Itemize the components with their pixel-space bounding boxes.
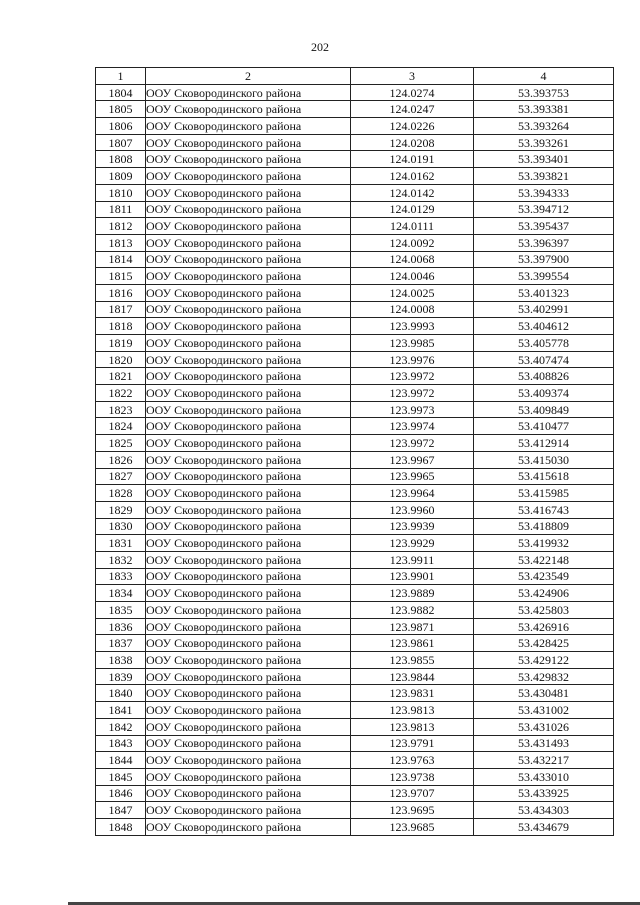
row-number-cell: 1848 <box>96 818 146 835</box>
row-number-cell: 1829 <box>96 501 146 518</box>
latitude-cell: 53.415030 <box>474 451 614 468</box>
organization-cell: ООУ Сковородинского района <box>146 218 351 235</box>
longitude-cell: 124.0129 <box>351 201 474 218</box>
table-row <box>96 401 614 418</box>
row-number-cell: 1810 <box>96 184 146 201</box>
organization-cell: ООУ Сковородинского района <box>146 301 351 318</box>
latitude-cell: 53.432217 <box>474 752 614 769</box>
organization-cell: ООУ Сковородинского района <box>146 101 351 118</box>
row-number-cell: 1846 <box>96 785 146 802</box>
table-row <box>96 318 614 335</box>
organization-cell: ООУ Сковородинского района <box>146 752 351 769</box>
longitude-cell: 123.9889 <box>351 585 474 602</box>
table-row <box>96 168 614 185</box>
organization-cell: ООУ Сковородинского района <box>146 735 351 752</box>
latitude-cell: 53.393401 <box>474 151 614 168</box>
longitude-cell: 124.0274 <box>351 84 474 101</box>
latitude-cell: 53.408826 <box>474 368 614 385</box>
organization-cell: ООУ Сковородинского района <box>146 351 351 368</box>
page-number: 202 <box>311 40 329 54</box>
organization-cell: ООУ Сковородинского района <box>146 84 351 101</box>
table-row <box>96 802 614 819</box>
organization-cell: ООУ Сковородинского района <box>146 768 351 785</box>
longitude-cell: 124.0008 <box>351 301 474 318</box>
row-number-cell: 1812 <box>96 218 146 235</box>
row-number-cell: 1834 <box>96 585 146 602</box>
table-row <box>96 568 614 585</box>
latitude-cell: 53.394712 <box>474 201 614 218</box>
row-number-cell: 1837 <box>96 635 146 652</box>
table-row <box>96 551 614 568</box>
latitude-cell: 53.407474 <box>474 351 614 368</box>
table-row <box>96 151 614 168</box>
latitude-cell: 53.401323 <box>474 284 614 301</box>
latitude-cell: 53.393381 <box>474 101 614 118</box>
longitude-cell: 124.0162 <box>351 168 474 185</box>
latitude-cell: 53.434303 <box>474 802 614 819</box>
latitude-cell: 53.431002 <box>474 702 614 719</box>
row-number-cell: 1818 <box>96 318 146 335</box>
row-number-cell: 1816 <box>96 284 146 301</box>
organization-cell: ООУ Сковородинского района <box>146 435 351 452</box>
organization-cell: ООУ Сковородинского района <box>146 418 351 435</box>
row-number-cell: 1821 <box>96 368 146 385</box>
table-row <box>96 485 614 502</box>
table-row <box>96 718 614 735</box>
row-number-cell: 1841 <box>96 702 146 719</box>
row-number-cell: 1839 <box>96 668 146 685</box>
latitude-cell: 53.431493 <box>474 735 614 752</box>
longitude-cell: 123.9972 <box>351 385 474 402</box>
organization-cell: ООУ Сковородинского района <box>146 201 351 218</box>
table-row <box>96 268 614 285</box>
longitude-cell: 123.9965 <box>351 468 474 485</box>
table-row <box>96 635 614 652</box>
latitude-cell: 53.404612 <box>474 318 614 335</box>
table-row <box>96 284 614 301</box>
longitude-cell: 123.9911 <box>351 551 474 568</box>
table-row <box>96 602 614 619</box>
organization-cell: ООУ Сковородинского района <box>146 468 351 485</box>
latitude-cell: 53.423549 <box>474 568 614 585</box>
organization-cell: ООУ Сковородинского района <box>146 568 351 585</box>
longitude-cell: 123.9967 <box>351 451 474 468</box>
longitude-cell: 124.0111 <box>351 218 474 235</box>
table-body <box>96 84 614 835</box>
longitude-cell: 123.9707 <box>351 785 474 802</box>
longitude-cell: 123.9974 <box>351 418 474 435</box>
organization-cell: ООУ Сковородинского района <box>146 118 351 135</box>
row-number-cell: 1826 <box>96 451 146 468</box>
table-row <box>96 435 614 452</box>
longitude-cell: 123.9695 <box>351 802 474 819</box>
longitude-cell: 123.9861 <box>351 635 474 652</box>
table-row <box>96 668 614 685</box>
longitude-cell: 123.9882 <box>351 602 474 619</box>
organization-cell: ООУ Сковородинского района <box>146 501 351 518</box>
organization-cell: ООУ Сковородинского района <box>146 585 351 602</box>
organization-cell: ООУ Сковородинского района <box>146 318 351 335</box>
table-row <box>96 301 614 318</box>
organization-cell: ООУ Сковородинского района <box>146 818 351 835</box>
row-number-cell: 1843 <box>96 735 146 752</box>
table-row <box>96 752 614 769</box>
table-row <box>96 685 614 702</box>
longitude-cell: 123.9973 <box>351 401 474 418</box>
organization-cell: ООУ Сковородинского района <box>146 335 351 352</box>
longitude-cell: 123.9985 <box>351 335 474 352</box>
row-number-cell: 1814 <box>96 251 146 268</box>
row-number-cell: 1847 <box>96 802 146 819</box>
organization-cell: ООУ Сковородинского района <box>146 702 351 719</box>
table-row <box>96 201 614 218</box>
organization-cell: ООУ Сковородинского района <box>146 451 351 468</box>
latitude-cell: 53.428425 <box>474 635 614 652</box>
latitude-cell: 53.402991 <box>474 301 614 318</box>
row-number-cell: 1813 <box>96 234 146 251</box>
organization-cell: ООУ Сковородинского района <box>146 635 351 652</box>
longitude-cell: 124.0247 <box>351 101 474 118</box>
longitude-cell: 124.0142 <box>351 184 474 201</box>
longitude-cell: 123.9901 <box>351 568 474 585</box>
table-row <box>96 251 614 268</box>
organization-cell: ООУ Сковородинского района <box>146 535 351 552</box>
longitude-cell: 123.9972 <box>351 368 474 385</box>
longitude-cell: 124.0068 <box>351 251 474 268</box>
organization-cell: ООУ Сковородинского района <box>146 368 351 385</box>
latitude-cell: 53.418809 <box>474 518 614 535</box>
row-number-cell: 1805 <box>96 101 146 118</box>
longitude-cell: 123.9993 <box>351 318 474 335</box>
longitude-cell: 123.9813 <box>351 718 474 735</box>
table-row <box>96 652 614 669</box>
table-row <box>96 585 614 602</box>
organization-cell: ООУ Сковородинского района <box>146 251 351 268</box>
longitude-cell: 124.0092 <box>351 234 474 251</box>
row-number-cell: 1820 <box>96 351 146 368</box>
row-number-cell: 1845 <box>96 768 146 785</box>
row-number-cell: 1831 <box>96 535 146 552</box>
organization-cell: ООУ Сковородинского района <box>146 134 351 151</box>
row-number-cell: 1809 <box>96 168 146 185</box>
table-row <box>96 218 614 235</box>
organization-cell: ООУ Сковородинского района <box>146 518 351 535</box>
row-number-cell: 1808 <box>96 151 146 168</box>
organization-cell: ООУ Сковородинского района <box>146 785 351 802</box>
row-number-cell: 1815 <box>96 268 146 285</box>
row-number-cell: 1804 <box>96 84 146 101</box>
longitude-cell: 123.9976 <box>351 351 474 368</box>
latitude-cell: 53.396397 <box>474 234 614 251</box>
latitude-cell: 53.415985 <box>474 485 614 502</box>
row-number-cell: 1838 <box>96 652 146 669</box>
row-number-cell: 1823 <box>96 401 146 418</box>
organization-cell: ООУ Сковородинского района <box>146 401 351 418</box>
latitude-cell: 53.410477 <box>474 418 614 435</box>
row-number-cell: 1840 <box>96 685 146 702</box>
organization-cell: ООУ Сковородинского района <box>146 485 351 502</box>
row-number-cell: 1835 <box>96 602 146 619</box>
row-number-cell: 1825 <box>96 435 146 452</box>
organization-cell: ООУ Сковородинского района <box>146 802 351 819</box>
organization-cell: ООУ Сковородинского района <box>146 151 351 168</box>
row-number-cell: 1844 <box>96 752 146 769</box>
table-row <box>96 468 614 485</box>
longitude-cell: 123.9685 <box>351 818 474 835</box>
latitude-cell: 53.415618 <box>474 468 614 485</box>
table-row <box>96 184 614 201</box>
table-row <box>96 335 614 352</box>
table-row <box>96 735 614 752</box>
organization-cell: ООУ Сковородинского района <box>146 618 351 635</box>
table-row <box>96 234 614 251</box>
latitude-cell: 53.393753 <box>474 84 614 101</box>
table-row <box>96 101 614 118</box>
row-number-cell: 1828 <box>96 485 146 502</box>
latitude-cell: 53.393821 <box>474 168 614 185</box>
row-number-cell: 1833 <box>96 568 146 585</box>
longitude-cell: 123.9972 <box>351 435 474 452</box>
table-row <box>96 134 614 151</box>
latitude-cell: 53.431026 <box>474 718 614 735</box>
organization-cell: ООУ Сковородинского района <box>146 184 351 201</box>
latitude-cell: 53.393264 <box>474 118 614 135</box>
row-number-cell: 1824 <box>96 418 146 435</box>
table-row <box>96 84 614 101</box>
latitude-cell: 53.412914 <box>474 435 614 452</box>
longitude-cell: 123.9871 <box>351 618 474 635</box>
latitude-cell: 53.395437 <box>474 218 614 235</box>
longitude-cell: 124.0226 <box>351 118 474 135</box>
latitude-cell: 53.434679 <box>474 818 614 835</box>
longitude-cell: 124.0208 <box>351 134 474 151</box>
latitude-cell: 53.394333 <box>474 184 614 201</box>
column-header-4: 4 <box>474 68 614 85</box>
table-row <box>96 351 614 368</box>
table-row <box>96 118 614 135</box>
table-row <box>96 385 614 402</box>
row-number-cell: 1807 <box>96 134 146 151</box>
latitude-cell: 53.425803 <box>474 602 614 619</box>
longitude-cell: 123.9738 <box>351 768 474 785</box>
latitude-cell: 53.399554 <box>474 268 614 285</box>
table-row <box>96 451 614 468</box>
row-number-cell: 1836 <box>96 618 146 635</box>
column-header-2: 2 <box>146 68 351 85</box>
table-row <box>96 785 614 802</box>
longitude-cell: 123.9960 <box>351 501 474 518</box>
latitude-cell: 53.433010 <box>474 768 614 785</box>
latitude-cell: 53.419932 <box>474 535 614 552</box>
table-row <box>96 702 614 719</box>
table-header-row <box>96 68 614 85</box>
latitude-cell: 53.426916 <box>474 618 614 635</box>
longitude-cell: 124.0191 <box>351 151 474 168</box>
table-row <box>96 418 614 435</box>
latitude-cell: 53.429122 <box>474 652 614 669</box>
latitude-cell: 53.430481 <box>474 685 614 702</box>
table-row <box>96 768 614 785</box>
table-row <box>96 618 614 635</box>
organization-cell: ООУ Сковородинского района <box>146 652 351 669</box>
longitude-cell: 124.0025 <box>351 284 474 301</box>
latitude-cell: 53.416743 <box>474 501 614 518</box>
latitude-cell: 53.433925 <box>474 785 614 802</box>
table-row <box>96 368 614 385</box>
latitude-cell: 53.405778 <box>474 335 614 352</box>
organization-cell: ООУ Сковородинского района <box>146 385 351 402</box>
coordinates-table <box>95 67 614 836</box>
column-header-1: 1 <box>96 68 146 85</box>
longitude-cell: 123.9844 <box>351 668 474 685</box>
row-number-cell: 1811 <box>96 201 146 218</box>
column-header-3: 3 <box>351 68 474 85</box>
row-number-cell: 1842 <box>96 718 146 735</box>
organization-cell: ООУ Сковородинского района <box>146 551 351 568</box>
table-row <box>96 518 614 535</box>
longitude-cell: 124.0046 <box>351 268 474 285</box>
organization-cell: ООУ Сковородинского района <box>146 284 351 301</box>
table-row <box>96 501 614 518</box>
organization-cell: ООУ Сковородинского района <box>146 234 351 251</box>
organization-cell: ООУ Сковородинского района <box>146 668 351 685</box>
longitude-cell: 123.9763 <box>351 752 474 769</box>
row-number-cell: 1819 <box>96 335 146 352</box>
latitude-cell: 53.393261 <box>474 134 614 151</box>
row-number-cell: 1832 <box>96 551 146 568</box>
longitude-cell: 123.9929 <box>351 535 474 552</box>
latitude-cell: 53.409374 <box>474 385 614 402</box>
row-number-cell: 1827 <box>96 468 146 485</box>
latitude-cell: 53.397900 <box>474 251 614 268</box>
latitude-cell: 53.422148 <box>474 551 614 568</box>
row-number-cell: 1817 <box>96 301 146 318</box>
table-row <box>96 818 614 835</box>
row-number-cell: 1822 <box>96 385 146 402</box>
longitude-cell: 123.9813 <box>351 702 474 719</box>
organization-cell: ООУ Сковородинского района <box>146 718 351 735</box>
longitude-cell: 123.9791 <box>351 735 474 752</box>
longitude-cell: 123.9964 <box>351 485 474 502</box>
organization-cell: ООУ Сковородинского района <box>146 268 351 285</box>
longitude-cell: 123.9831 <box>351 685 474 702</box>
latitude-cell: 53.429832 <box>474 668 614 685</box>
latitude-cell: 53.424906 <box>474 585 614 602</box>
organization-cell: ООУ Сковородинского района <box>146 168 351 185</box>
organization-cell: ООУ Сковородинского района <box>146 685 351 702</box>
longitude-cell: 123.9855 <box>351 652 474 669</box>
table-row <box>96 535 614 552</box>
row-number-cell: 1830 <box>96 518 146 535</box>
organization-cell: ООУ Сковородинского района <box>146 602 351 619</box>
latitude-cell: 53.409849 <box>474 401 614 418</box>
longitude-cell: 123.9939 <box>351 518 474 535</box>
row-number-cell: 1806 <box>96 118 146 135</box>
